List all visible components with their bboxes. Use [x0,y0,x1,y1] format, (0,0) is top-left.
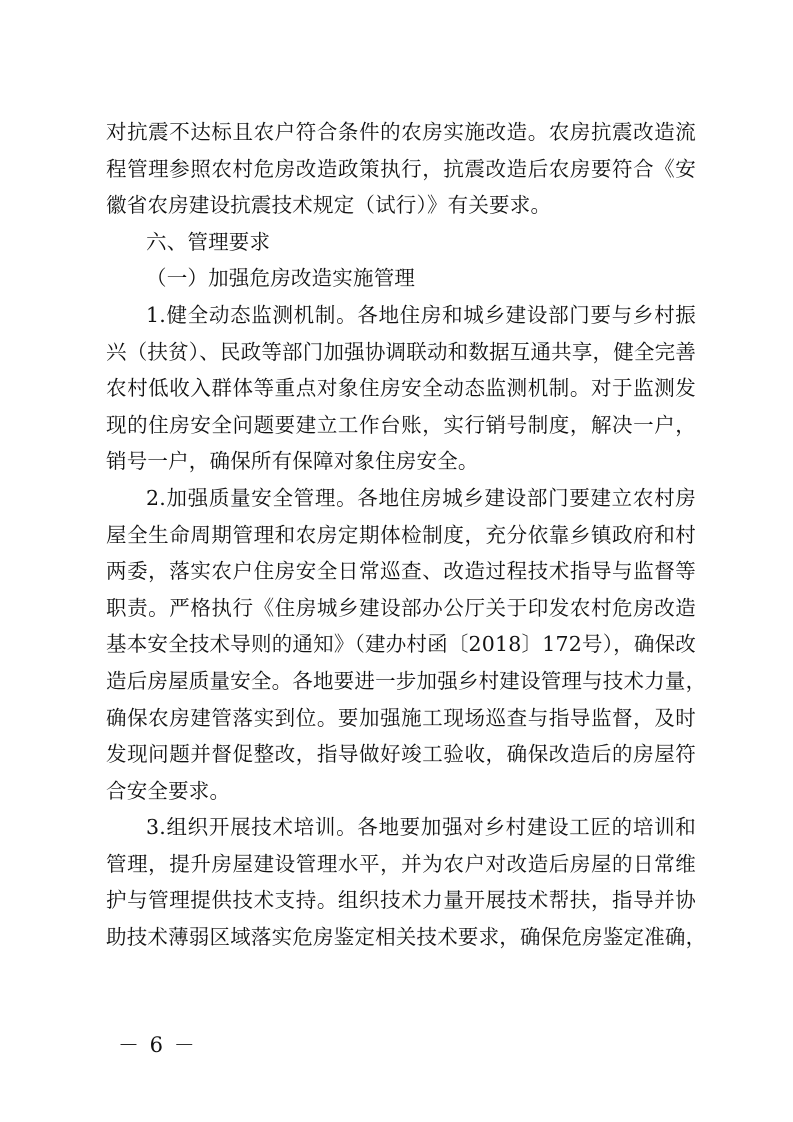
paragraph-line: 农村低收入群体等重点对象住房安全动态监测机制。对于监测发 [106,376,696,401]
paragraph-line: 助技术薄弱区域落实危房鉴定相关技术要求，确保危房鉴定准确， [106,925,707,950]
subsection-heading: （一）加强危房改造实施管理 [146,266,416,291]
paragraph-line: 基本安全技术导则的通知》（建办村函〔2018〕172号），确保改 [106,632,696,657]
paragraph-line: 徽省农房建设抗震技术规定（试行）》有关要求。 [106,193,552,218]
body-text [106,114,707,956]
paragraph-line: 管理，提升房屋建设管理水平，并为农户对改造后房屋的日常维 [106,851,696,876]
paragraph-line: 兴（扶贫）、民政等部门加强协调联动和数据互通共享，健全完善 [106,339,697,364]
paragraph-line: 程管理参照农村危房改造政策执行，抗震改造后农房要符合《安 [106,156,696,181]
paragraph-line: 护与管理提供技术支持。组织技术力量开展技术帮扶，指导并协 [106,888,696,913]
paragraph-line: 确保农房建管落实到位。要加强施工现场巡查与指导监督，及时 [106,705,696,730]
paragraph-line: 造后房屋质量安全。各地要进一步加强乡村建设管理与技术力量， [106,668,707,693]
paragraph-line: 1.健全动态监测机制。各地住房和城乡建设部门要与乡村振 [146,302,696,327]
paragraph-line: 两委，落实农户住房安全日常巡查、改造过程技术指导与监督等 [106,559,696,584]
paragraph-line: 合安全要求。 [106,778,231,803]
paragraph-line: 2.加强质量安全管理。各地住房城乡建设部门要建立农村房 [146,485,696,510]
paragraph-line: 发现问题并督促整改，指导做好竣工验收，确保改造后的房屋符 [106,742,696,767]
paragraph-line: 职责。严格执行《住房城乡建设部办公厅关于印发农村危房改造 [106,595,696,620]
paragraph-line: 销号一户，确保所有保障对象住房安全。 [106,449,479,474]
paragraph-line: 现的住房安全问题要建立工作台账，实行销号制度，解决一户， [106,412,696,437]
paragraph-line: 屋全生命周期管理和农房定期体检制度，充分依靠乡镇政府和村 [106,522,696,547]
section-heading: 六、管理要求 [146,229,271,254]
page-number: － 6 － [118,1033,197,1057]
paragraph-line: 对抗震不达标且农户符合条件的农房实施改造。农房抗震改造流 [106,120,696,144]
paragraph-line: 3.组织开展技术培训。各地要加强对乡村建设工匠的培训和 [146,815,696,840]
